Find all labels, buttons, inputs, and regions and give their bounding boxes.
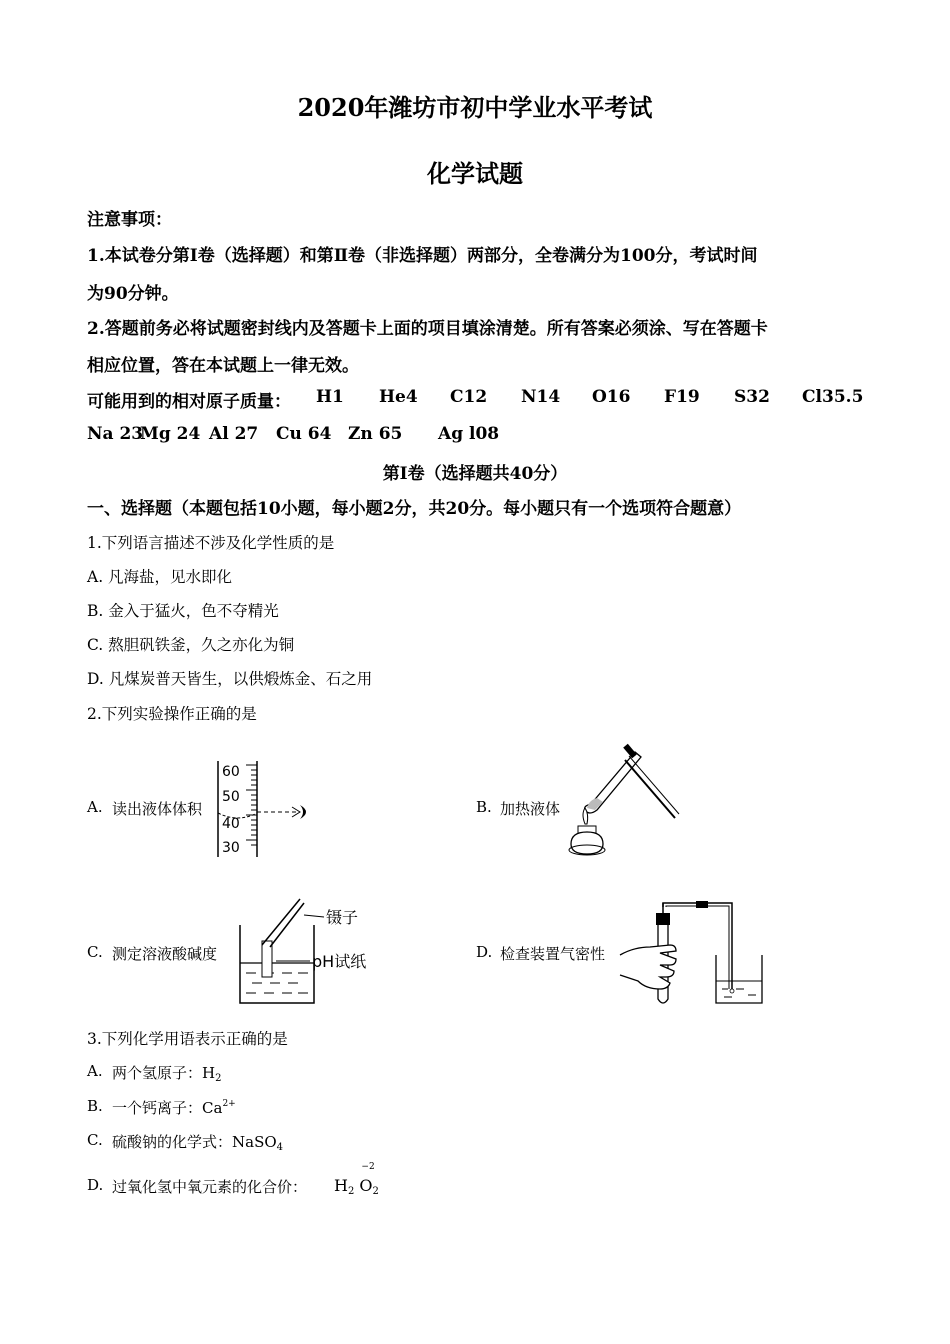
- q3-option-c-letter: C.: [87, 1131, 103, 1149]
- q3-option-c-subscript: 4: [276, 1142, 284, 1153]
- cylinder-tick-label: 60: [222, 764, 240, 780]
- exam-title: 2020年潍坊市初中学业水平考试: [297, 93, 653, 122]
- q3-option-a-text: 两个氢原子：: [112, 1064, 203, 1082]
- exam-subtitle: 化学试题: [427, 159, 523, 188]
- atomic-mass-item: F19: [664, 387, 700, 407]
- q2-option-a-letter: A.: [87, 798, 103, 816]
- q3-option-b-formula: Ca: [202, 1099, 223, 1117]
- cylinder-tick-label: 40: [222, 816, 240, 832]
- atomic-mass-item: He4: [379, 387, 418, 407]
- q3-option-d-letter: D.: [87, 1176, 104, 1194]
- q2-stem: 2.下列实验操作正确的是: [87, 705, 257, 723]
- q1-option-d: D. 凡煤炭普天皆生，以供煅炼金、石之用: [87, 670, 373, 688]
- cylinder-tick-label: 50: [222, 789, 240, 805]
- q3-option-d-valence: −2: [361, 1162, 375, 1172]
- note-2-line-1: 2.答题前务必将试题密封线内及答题卡上面的项目填涂清楚。所有答案必须涂、写在答题卡: [87, 319, 768, 339]
- q2-option-d-text: 检查装置气密性: [500, 945, 606, 963]
- atomic-mass-item: H1: [316, 387, 344, 407]
- atomic-mass-label: 可能用到的相对原子质量：: [87, 392, 291, 412]
- q3-option-b-letter: B.: [87, 1097, 103, 1115]
- atomic-mass-item: Al 27: [209, 424, 259, 444]
- atomic-mass-item: C12: [450, 387, 488, 407]
- q3-option-a: [112, 1062, 221, 1084]
- q3-option-d-formula: [334, 1162, 379, 1197]
- atomic-mass-item: N14: [521, 387, 561, 407]
- q2-option-a-text: 读出液体体积: [112, 800, 203, 818]
- q3-option-c: [112, 1131, 283, 1153]
- q3-option-d-h: H: [334, 1176, 348, 1195]
- q3-option-c-text: 硫酸钠的化学式：: [112, 1133, 233, 1151]
- q3-option-d-h-subscript: 2: [347, 1186, 355, 1197]
- ph-test-figure: [232, 895, 377, 1007]
- q1-option-c: C. 熬胆矾铁釜，久之亦化为铜: [87, 636, 295, 654]
- volume-title: 第Ⅰ卷（选择题共40分）: [382, 464, 568, 484]
- q2-option-b-text: 加热液体: [500, 800, 561, 818]
- q3-option-c-formula: NaSO: [232, 1133, 277, 1151]
- atomic-mass-item: Mg 24: [140, 424, 201, 444]
- q3-option-a-subscript: 2: [215, 1073, 222, 1084]
- q3-option-d-o: O: [359, 1176, 373, 1195]
- note-2-line-2: 相应位置，答在本试题上一律无效。: [87, 356, 359, 376]
- part-title: 一、选择题（本题包括10小题，每小题2分，共20分。每小题只有一个选项符合题意）: [87, 499, 742, 519]
- q3-stem: 3.下列化学用语表示正确的是: [87, 1030, 288, 1048]
- q3-option-d-o-subscript: 2: [372, 1186, 379, 1197]
- q3-option-b-superscript: 2+: [222, 1099, 236, 1109]
- atomic-mass-item: S32: [734, 387, 770, 407]
- label-ph-paper: pH试纸: [312, 952, 367, 971]
- graduated-cylinder-figure: [212, 757, 322, 861]
- q2-option-c-text: 测定溶液酸碱度: [112, 945, 218, 963]
- q3-option-b: [112, 1097, 236, 1118]
- q2-option-c-letter: C.: [87, 943, 103, 961]
- q1-option-b: B. 金入于猛火，色不夺精光: [87, 602, 279, 620]
- q3-option-b-text: 一个钙离子：: [112, 1099, 203, 1117]
- q2-option-b-letter: B.: [476, 798, 492, 816]
- q3-option-a-letter: A.: [87, 1062, 103, 1080]
- q3-option-d-text: 过氧化氢中氧元素的化合价：: [112, 1178, 308, 1196]
- q1-stem: 1.下列语言描述不涉及化学性质的是: [87, 534, 335, 552]
- note-1-line-2: 为90分钟。: [87, 284, 179, 304]
- q2-option-d-letter: D.: [476, 943, 493, 961]
- cylinder-tick-label: 30: [222, 840, 240, 856]
- atomic-mass-item: Cu 64: [276, 424, 332, 444]
- atomic-mass-item: Na 23: [87, 424, 144, 444]
- atomic-mass-item: O16: [592, 387, 631, 407]
- atomic-mass-item: Zn 65: [348, 424, 403, 444]
- heating-liquid-figure: [563, 746, 683, 860]
- atomic-mass-item: Cl35.5: [802, 387, 864, 407]
- atomic-mass-item: Ag l08: [438, 424, 500, 444]
- airtightness-check-figure: [620, 895, 770, 1010]
- q3-option-a-formula: H: [202, 1064, 216, 1082]
- notes-heading: 注意事项：: [87, 210, 172, 230]
- q1-option-a: A. 凡海盐，见水即化: [87, 568, 233, 586]
- note-1-line-1: 1.本试卷分第Ⅰ卷（选择题）和第Ⅱ卷（非选择题）两部分，全卷满分为100分，考试时间: [87, 246, 758, 266]
- label-tweezers: 镊子: [326, 908, 359, 927]
